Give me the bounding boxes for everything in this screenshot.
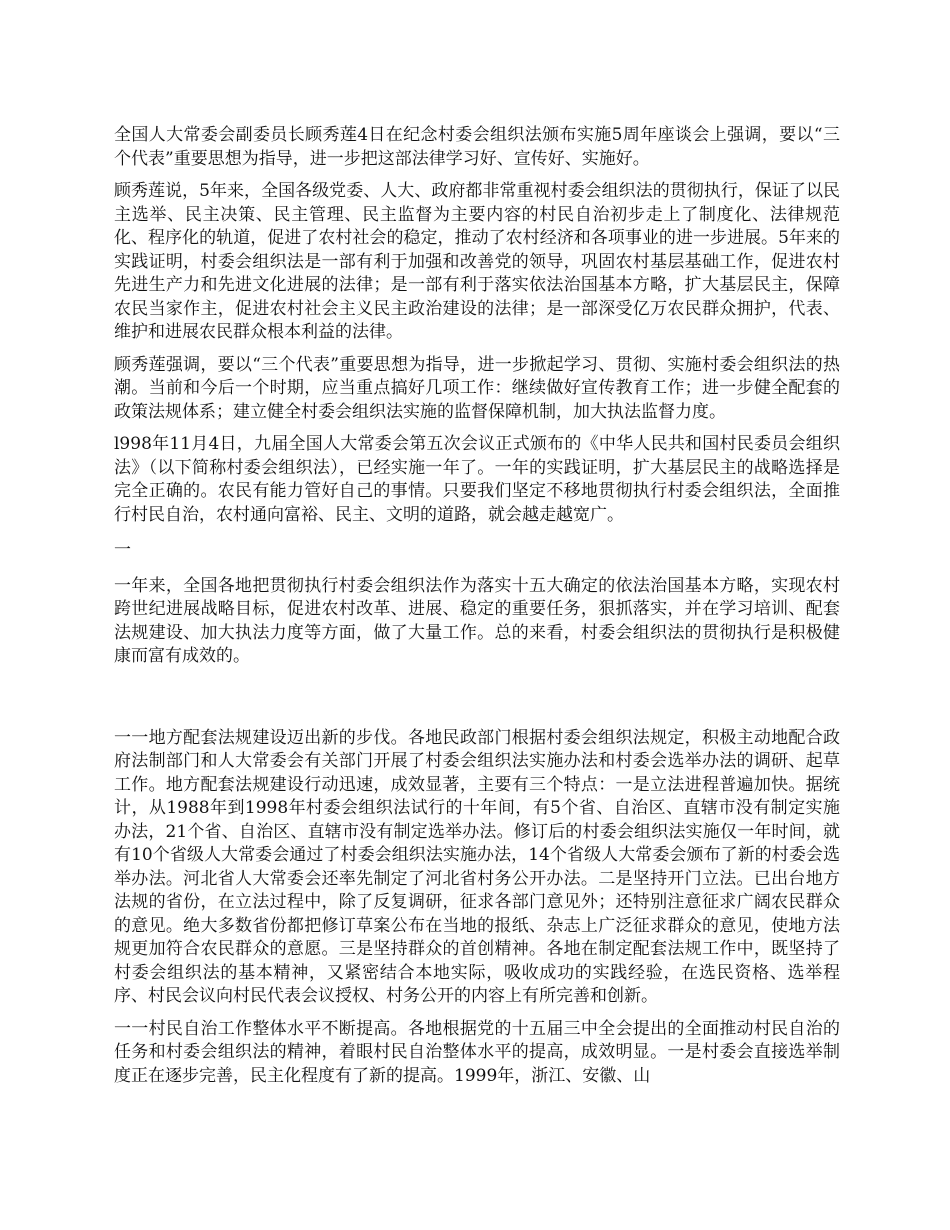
paragraph-local-regulations: 一一地方配套法规建设迈出新的步伐。各地民政部门根据村委会组织法规定，积极主动地配合政府法制部门和人大常委会有关部门开展了村委会组织法实施办法和村委会选举办法的调研、起草工作。地方配套法规建设行动迅速，成效显著，主要有三个特点：一是立法进程普遍加快。据统计，从1988年到1998年村委会组织法试行的十年间，有5个省、自治区、直辖市没有制定实施办法，21个省、自治区、直辖市没有制定选举办法。修订后的村委会组织法实施仅一年时间，就有10个省级人大常委会通过了村委会组织法实施办法，14个省级人大常委会颁布了新的村委会选举办法。河北省人大常委会还率先制定了河北省村务公开办法。二是坚持开门立法。已出台地方法规的省份，在立法过程中，除了反复调研，征求各部门意见外；还特别注意征求广阔农民群众的意见。绝大多数省份都把修订草案公布在当地的报纸、杂志上广泛征求群众的意见，使地方法规更加符合农民群众的意愿。三是坚持群众的首创精神。各地在制定配套法规工作中，既坚持了村委会组织法的基本精神，又紧密结合本地实际，吸收成功的实践经验，在选民资格、选举程序、村民会议向村民代表会议授权、村务公开的内容上有所完善和创新。 xyxy=(114,727,840,1006)
paragraph-gap xyxy=(114,424,840,433)
paragraph-1998-law: l998年11月4日，九届全国人大常委会第五次会议正式颁布的《中华人民共和国村民委员会组织法》（以下简称村委会组织法），已经实施一年了。一年的实践证明，扩大基层民主的战略选择是完全正确的。农民有能力管好自己的事情。只要我们坚定不移地贯彻执行村委会组织法，全面推行村民自治，农村通向富裕、民主、文明的道路，就会越走越宽广。 xyxy=(114,434,840,525)
paragraph-village-autonomy: 一一村民自治工作整体水平不断提高。各地根据党的十五届三中全会提出的全面推动村民自治的任务和村委会组织法的精神，着眼村民自治整体水平的提高，成效明显。一是村委会直接选举制度正在逐步完善，民主化程度有了新的提高。1999年，浙江、安徽、山 xyxy=(114,1018,840,1086)
paragraph-gap xyxy=(114,669,840,727)
paragraph-gap xyxy=(114,563,840,575)
paragraph-gap xyxy=(114,1009,840,1018)
paragraph-gap xyxy=(114,171,840,180)
paragraph-intro: 全国人大常委会副委员长顾秀莲4日在纪念村委会组织法颁布实施5周年座谈会上强调，要以“三个代表”重要思想为指导，进一步把这部法律学习好、宣传好、实施好。 xyxy=(114,125,840,169)
paragraph-gap xyxy=(114,345,840,354)
section-marker: 一 xyxy=(114,540,131,560)
document-body xyxy=(114,124,840,1088)
paragraph-gap xyxy=(114,527,840,539)
paragraph-five-years: 顾秀莲说，5年来，全国各级党委、人大、政府都非常重视村委会组织法的贯彻执行，保证了以民主选举、民主决策、民主管理、民主监督为主要内容的村民自治初步走上了制度化、法律规范化、程序化的轨道，促进了农村社会的稳定，推动了农村经济和各项事业的进一步进展。5年来的实践证明，村委会组织法是一部有利于加强和改善党的领导，巩固农村基层基础工作，促进农村先进生产力和先进文化进展的法律；是一部有利于落实依法治国基本方略，扩大基层民主，保障农民当家作主，促进农村社会主义民主政治建设的法律；是一部深受亿万农民群众拥护，代表、维护和进展农民群众根本利益的法律。 xyxy=(114,181,840,342)
paragraph-emphasis: 顾秀莲强调，要以“三个代表”重要思想为指导，进一步掀起学习、贯彻、实施村委会组织法的热潮。当前和今后一个时期，应当重点搞好几项工作：继续做好宣传教育工作；进一步健全配套的政策法规体系；建立健全村委会组织法实施的监督保障机制，加大执法监督力度。 xyxy=(114,354,840,422)
paragraph-one-year: 一年来，全国各地把贯彻执行村委会组织法作为落实十五大确定的依法治国基本方略，实现农村跨世纪进展战略目标，促进农村改革、进展、稳定的重要任务，狠抓落实，并在学习培训、配套法规建设、加大执法力度等方面，做了大量工作。总的来看，村委会组织法的贯彻执行是积极健康而富有成效的。 xyxy=(114,575,840,666)
